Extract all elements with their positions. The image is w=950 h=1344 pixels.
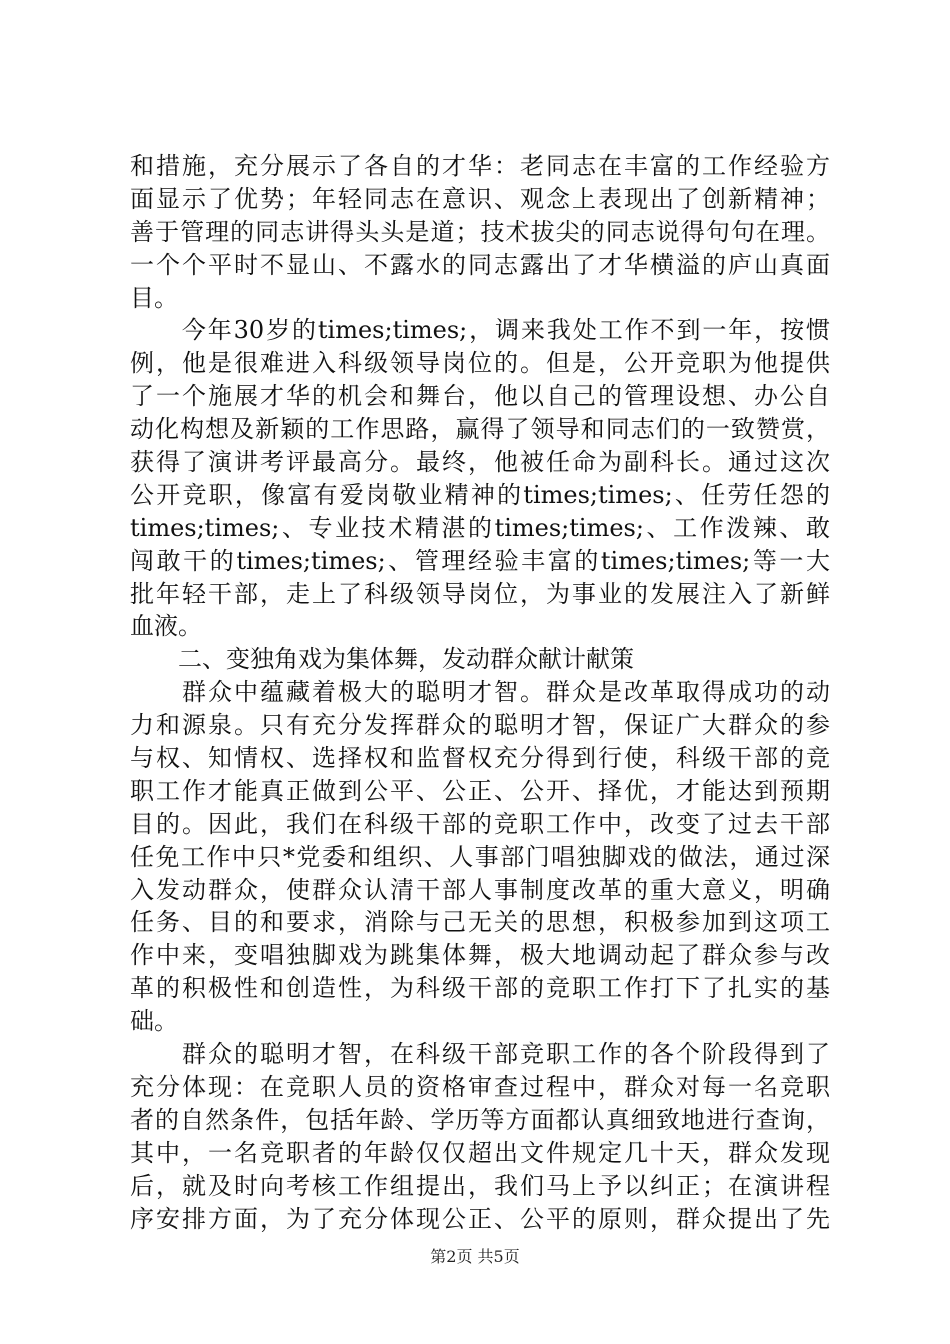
- text-line: 闯敢干的times;times;、管理经验丰富的times;times;等一大: [130, 546, 830, 575]
- text-line: 批年轻干部，走上了科级领导岗位，为事业的发展注入了新鲜: [130, 579, 830, 608]
- text-line: 动化构想及新颖的工作思路，赢得了领导和同志们的一致赞赏，: [130, 415, 830, 444]
- text-line: 获得了演讲考评最高分。最终，他被任命为副科长。通过这次: [130, 448, 830, 477]
- text-line: 革的积极性和创造性，为科级干部的竞职工作打下了扎实的基: [130, 974, 830, 1003]
- text-line: 和措施，充分展示了各自的才华：老同志在丰富的工作经验方: [130, 152, 830, 180]
- text-line: 任务、目的和要求，消除与己无关的思想，积极参加到这项工: [130, 908, 830, 937]
- text-line: 一个个平时不显山、不露水的同志露出了才华横溢的庐山真面: [130, 250, 830, 279]
- text-line: 职工作才能真正做到公平、公正、公开、择优，才能达到预期: [130, 776, 830, 805]
- text-line: 今年30岁的times;times;，调来我处工作不到一年，按惯: [130, 316, 830, 345]
- text-line: 其中，一名竞职者的年龄仅仅超出文件规定几十天，群众发现: [130, 1138, 830, 1167]
- text-line: times;times;、专业技术精湛的times;times;、工作泼辣、敢: [130, 513, 830, 542]
- text-line: 础。: [130, 1007, 178, 1036]
- text-line: 任免工作中只*党委和组织、人事部门唱独脚戏的做法，通过深: [130, 842, 830, 871]
- text-line: 后，就及时向考核工作组提出，我们马上予以纠正；在演讲程: [130, 1171, 830, 1200]
- text-line: 与权、知情权、选择权和监督权充分得到行使，科级干部的竞: [130, 744, 830, 773]
- document-body: [130, 150, 830, 1235]
- text-line: 面显示了优势；年轻同志在意识、观念上表现出了创新精神；: [130, 184, 830, 213]
- text-line: 群众的聪明才智，在科级干部竞职工作的各个阶段得到了: [130, 1040, 830, 1069]
- text-line: 者的自然条件，包括年龄、学历等方面都认真细致地进行查询，: [130, 1105, 830, 1134]
- text-line: 力和源泉。只有充分发挥群众的聪明才智，保证广大群众的参: [130, 711, 830, 740]
- text-line: 了一个施展才华的机会和舞台，他以自己的管理设想、办公自: [130, 382, 830, 411]
- text-line: 善于管理的同志讲得头头是道；技术拔尖的同志说得句句在理。: [130, 217, 830, 246]
- text-line: 目。: [130, 283, 178, 312]
- text-line: 充分体现：在竞职人员的资格审查过程中，群众对每一名竞职: [130, 1072, 830, 1101]
- text-line: 作中来，变唱独脚戏为跳集体舞，极大地调动起了群众参与改: [130, 941, 830, 970]
- text-line: 例，他是很难进入科级领导岗位的。但是，公开竞职为他提供: [130, 349, 830, 378]
- text-line: 二、变独角戏为集体舞，发动群众献计献策: [130, 645, 634, 674]
- page-footer: [0, 1244, 950, 1267]
- text-line: 公开竞职，像富有爱岗敬业精神的times;times;、任劳任怨的: [130, 480, 830, 509]
- text-line: 目的。因此，我们在科级干部的竞职工作中，改变了过去干部: [130, 809, 830, 838]
- page-number: 第2页 共5页: [430, 1247, 520, 1266]
- text-line: 群众中蕴藏着极大的聪明才智。群众是改革取得成功的动: [130, 678, 830, 707]
- text-line: 入发动群众，使群众认清干部人事制度改革的重大意义，明确: [130, 875, 830, 904]
- text-line: 血液。: [130, 612, 202, 641]
- text-line: 序安排方面，为了充分体现公正、公平的原则，群众提出了先: [130, 1204, 830, 1233]
